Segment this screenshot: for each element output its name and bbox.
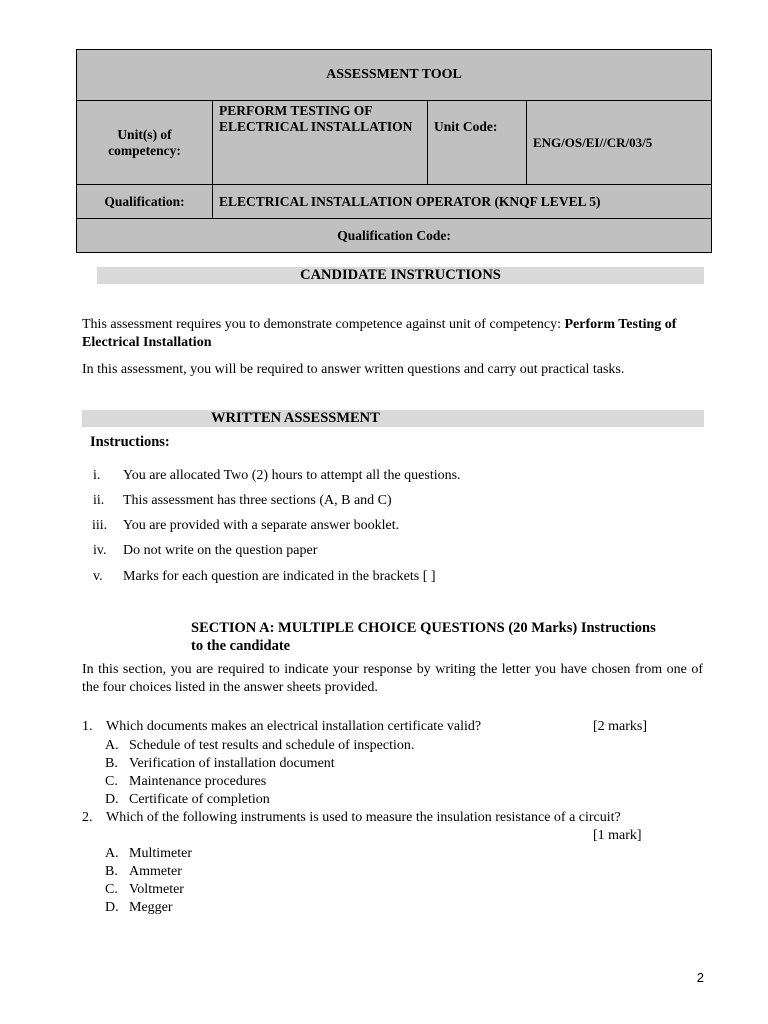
candidate-paragraph-1-text: This assessment requires you to demonstrate competence against unit of competency: (82, 317, 561, 332)
question-2-option-c (105, 881, 184, 899)
question-text: Which of the following instruments is used to measure the insulation resistance of a circuit? (106, 810, 621, 825)
option-text: Certificate of completion (129, 792, 270, 807)
question-1-option-a (105, 737, 414, 755)
option-text: Verification of installation document (129, 756, 335, 771)
written-assessment-heading (82, 410, 704, 427)
option-letter: B. (105, 864, 118, 879)
instructions-label: Instructions: (90, 434, 170, 450)
question-2-marks: [1 mark] (593, 828, 642, 843)
question-text: Which documents makes an electrical installation certificate valid? (106, 719, 482, 734)
qualification-code-label: Qualification Code: (77, 219, 712, 253)
unit-code-label: Unit Code: (428, 101, 527, 185)
page-number: 2 (696, 970, 704, 985)
assessment-header-table (76, 49, 712, 253)
question-1-option-d (105, 791, 270, 809)
section-a-intro: In this section, you are required to indicate your response by writing the letter you have chosen from one of the four choices listed in the answer sheets provided. (82, 662, 703, 695)
candidate-instructions-heading: CANDIDATE INSTRUCTIONS (97, 267, 704, 284)
option-letter: C. (105, 882, 118, 897)
qualification-label: Qualification: (77, 185, 213, 219)
candidate-paragraph-1-unit: Perform Testing of Electrical Installation (82, 317, 677, 350)
question-2-option-b (105, 863, 182, 881)
instruction-text: You are allocated Two (2) hours to attempt all the questions. (123, 468, 461, 483)
question-number: 1. (82, 719, 93, 734)
section-a-heading (191, 619, 656, 655)
question-1-marks: [2 marks] (593, 719, 648, 734)
written-assessment-heading-text: WRITTEN ASSESSMENT (211, 410, 380, 426)
instruction-number: iii. (92, 518, 108, 533)
unit-title: PERFORM TESTING OF ELECTRICAL INSTALLATION (213, 101, 428, 185)
question-2-option-d (105, 899, 173, 917)
option-text: Schedule of test results and schedule of inspection. (129, 738, 415, 753)
assessment-tool-title: ASSESSMENT TOOL (77, 50, 712, 101)
instruction-number: ii. (93, 493, 105, 508)
option-text: Megger (129, 900, 173, 915)
option-text: Multimeter (129, 846, 192, 861)
section-a-heading-line-1: SECTION A: MULTIPLE CHOICE QUESTIONS (20 Marks) Instructions (191, 620, 656, 636)
instruction-text: You are provided with a separate answer booklet. (123, 518, 400, 533)
section-a-heading-line-2: to the candidate (191, 638, 291, 654)
instruction-number: iv. (93, 543, 107, 558)
option-letter: D. (105, 900, 119, 915)
option-letter: D. (105, 792, 119, 807)
units-of-competency-label: Unit(s) of competency: (77, 101, 213, 185)
option-letter: B. (105, 756, 118, 771)
instruction-number: i. (93, 468, 101, 483)
instruction-number: v. (93, 569, 103, 584)
unit-code-value: ENG/OS/EI//CR/03/5 (527, 101, 712, 185)
option-text: Ammeter (129, 864, 182, 879)
candidate-paragraph-2: In this assessment, you will be required to answer written questions and carry out practical tasks. (82, 362, 625, 377)
candidate-paragraph-1 (82, 316, 704, 352)
instruction-text: Do not write on the question paper (123, 543, 318, 558)
question-2-option-a (105, 845, 192, 863)
option-letter: A. (105, 738, 119, 753)
question-number: 2. (82, 810, 93, 825)
question-1 (82, 718, 482, 736)
option-letter: A. (105, 846, 119, 861)
qualification-value: ELECTRICAL INSTALLATION OPERATOR (KNQF LEVEL 5) (213, 185, 712, 219)
instruction-text: Marks for each question are indicated in the brackets [ ] (123, 569, 436, 584)
option-text: Maintenance procedures (129, 774, 267, 789)
instruction-text: This assessment has three sections (A, B and C) (123, 493, 392, 508)
question-1-option-b (105, 755, 335, 773)
option-letter: C. (105, 774, 118, 789)
question-2 (82, 809, 621, 827)
option-text: Voltmeter (129, 882, 184, 897)
question-1-option-c (105, 773, 266, 791)
